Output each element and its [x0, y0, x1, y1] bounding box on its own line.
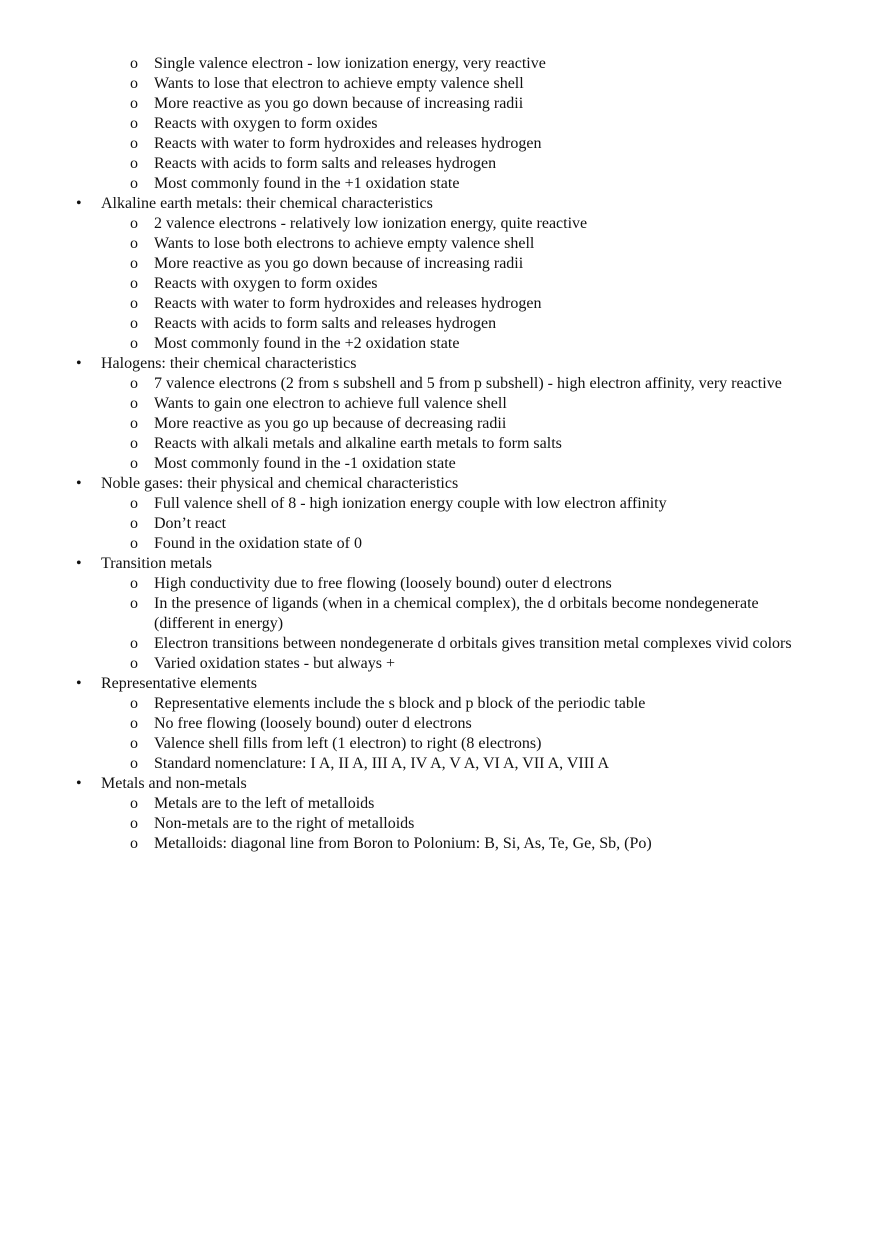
list-item-text: Reacts with water to form hydroxides and releases hydrogen: [154, 295, 542, 312]
sub-bullet: o: [130, 715, 138, 732]
sub-bullet: o: [130, 455, 138, 472]
list-item-text: Reacts with water to form hydroxides and releases hydrogen: [154, 135, 542, 152]
sub-bullet: o: [130, 55, 138, 72]
list-item-text: Representative elements include the s block and p block of the periodic table: [154, 695, 646, 712]
list-item-text: Most commonly found in the +2 oxidation state: [154, 335, 460, 352]
sub-bullet: o: [130, 135, 138, 152]
section-halogens: [0, 354, 880, 474]
list-item-text: Wants to gain one electron to achieve full valence shell: [154, 395, 507, 412]
list-item-text: Don’t react: [154, 515, 227, 532]
sub-bullet: o: [130, 835, 138, 852]
list-item: [0, 94, 880, 114]
section-sub-list: [0, 794, 880, 854]
section-bullet: •: [76, 355, 82, 372]
sub-bullet: o: [130, 255, 138, 272]
sub-bullet: o: [130, 295, 138, 312]
list-item-text: More reactive as you go down because of increasing radii: [154, 95, 524, 112]
list-item: [0, 394, 880, 414]
section-list: [0, 194, 880, 854]
section-bullet: •: [76, 675, 82, 692]
list-item-text: Non-metals are to the right of metalloids: [154, 815, 415, 832]
sub-bullet: o: [130, 595, 138, 612]
alkali-metals-sub-list: [0, 54, 880, 194]
section-metals-and-non-metals: [0, 774, 880, 854]
list-item-text: Reacts with oxygen to form oxides: [154, 275, 378, 292]
list-item-text: Reacts with acids to form salts and releases hydrogen: [154, 155, 497, 172]
sub-bullet: o: [130, 275, 138, 292]
list-item: [0, 654, 880, 674]
list-item: [0, 74, 880, 94]
section-sub-list: [0, 694, 880, 774]
list-item: [0, 334, 880, 354]
section-bullet: •: [76, 555, 82, 572]
sub-bullet: o: [130, 575, 138, 592]
sub-bullet: o: [130, 735, 138, 752]
list-item: [0, 234, 880, 254]
list-item: [0, 834, 880, 854]
section-sub-list: [0, 494, 880, 554]
sub-bullet: o: [130, 375, 138, 392]
list-item: [0, 794, 880, 814]
list-item-text: High conductivity due to free flowing (loosely bound) outer d electrons: [154, 575, 612, 592]
list-item-text: Wants to lose both electrons to achieve empty valence shell: [154, 235, 535, 252]
sub-bullet: o: [130, 495, 138, 512]
list-item: [0, 454, 880, 474]
list-item-text: Most commonly found in the -1 oxidation state: [154, 455, 456, 472]
sub-bullet: o: [130, 655, 138, 672]
list-item: [0, 214, 880, 234]
list-item: [0, 574, 880, 594]
list-item: [0, 694, 880, 714]
sub-bullet: o: [130, 75, 138, 92]
section-sub-list: [0, 574, 880, 674]
list-item-text: No free flowing (loosely bound) outer d electrons: [154, 715, 472, 732]
section-noble-gases: [0, 474, 880, 554]
sub-bullet: o: [130, 515, 138, 532]
list-item: [0, 254, 880, 274]
sub-bullet: o: [130, 155, 138, 172]
section-alkaline-earth-metals: [0, 194, 880, 354]
sub-bullet: o: [130, 415, 138, 432]
list-item-text: In the presence of ligands (when in a chemical complex), the d orbitals become nondegenerate (different in energy): [154, 595, 759, 632]
sub-bullet: o: [130, 435, 138, 452]
list-item: [0, 174, 880, 194]
list-item: [0, 814, 880, 834]
section-bullet: •: [76, 775, 82, 792]
document-page: [0, 54, 880, 854]
list-item-text: Metals are to the left of metalloids: [154, 795, 375, 812]
section-heading: [0, 194, 880, 214]
list-item: [0, 54, 880, 74]
list-item-text: Valence shell fills from left (1 electron) to right (8 electrons): [154, 735, 542, 752]
section-title: Alkaline earth metals: their chemical characteristics: [101, 195, 433, 212]
list-item: [0, 134, 880, 154]
list-item: [0, 434, 880, 454]
section-heading: [0, 774, 880, 794]
section-title: Transition metals: [101, 555, 212, 572]
list-item: [0, 374, 880, 394]
sub-bullet: o: [130, 315, 138, 332]
list-item-text: Electron transitions between nondegenerate d orbitals gives transition metal complexes vivid colors: [154, 635, 792, 652]
list-item: [0, 274, 880, 294]
sub-bullet: o: [130, 115, 138, 132]
list-item-text: Metalloids: diagonal line from Boron to Polonium: B, Si, As, Te, Ge, Sb, (Po): [154, 835, 652, 852]
list-item: [0, 294, 880, 314]
section-heading: [0, 354, 880, 374]
section-representative-elements: [0, 674, 880, 774]
sub-bullet: o: [130, 335, 138, 352]
list-item: [0, 634, 880, 654]
list-item: [0, 154, 880, 174]
sub-bullet: o: [130, 395, 138, 412]
sub-bullet: o: [130, 235, 138, 252]
list-item-text: Reacts with oxygen to form oxides: [154, 115, 378, 132]
section-title: Metals and non-metals: [101, 775, 247, 792]
list-item: [0, 754, 880, 774]
sub-bullet: o: [130, 175, 138, 192]
list-item: [0, 534, 880, 554]
list-item: [0, 414, 880, 434]
list-item: [0, 734, 880, 754]
sub-bullet: o: [130, 95, 138, 112]
list-item-text: 2 valence electrons - relatively low ionization energy, quite reactive: [154, 215, 588, 232]
section-bullet: •: [76, 475, 82, 492]
section-bullet: •: [76, 195, 82, 212]
list-item: [0, 114, 880, 134]
sub-bullet: o: [130, 755, 138, 772]
list-item-text: Standard nomenclature: I A, II A, III A, IV A, V A, VI A, VII A, VIII A: [154, 755, 610, 772]
list-item-text: More reactive as you go up because of decreasing radii: [154, 415, 507, 432]
section-title: Representative elements: [101, 675, 257, 692]
list-item-text: Single valence electron - low ionization energy, very reactive: [154, 55, 546, 72]
sub-bullet: o: [130, 795, 138, 812]
section-heading: [0, 474, 880, 494]
section-sub-list: [0, 214, 880, 354]
list-item: [0, 494, 880, 514]
list-item: [0, 314, 880, 334]
list-item-text: More reactive as you go down because of increasing radii: [154, 255, 524, 272]
list-item-text: Reacts with alkali metals and alkaline earth metals to form salts: [154, 435, 562, 452]
list-item: [0, 514, 880, 534]
section-sub-list: [0, 374, 880, 474]
list-item-text: Wants to lose that electron to achieve empty valence shell: [154, 75, 524, 92]
section-title: Noble gases: their physical and chemical characteristics: [101, 475, 459, 492]
list-item-text: Varied oxidation states - but always +: [154, 655, 395, 672]
list-item: [0, 714, 880, 734]
section-title: Halogens: their chemical characteristics: [101, 355, 357, 372]
list-item-text: Most commonly found in the +1 oxidation state: [154, 175, 460, 192]
section-heading: [0, 554, 880, 574]
section-transition-metals: [0, 554, 880, 674]
list-item-text: 7 valence electrons (2 from s subshell and 5 from p subshell) - high electron affinity, very reactive: [154, 375, 782, 392]
list-item: [0, 594, 880, 634]
list-item-text: Reacts with acids to form salts and releases hydrogen: [154, 315, 497, 332]
section-heading: [0, 674, 880, 694]
list-item-text: Full valence shell of 8 - high ionization energy couple with low electron affinity: [154, 495, 667, 512]
sub-bullet: o: [130, 535, 138, 552]
sub-bullet: o: [130, 815, 138, 832]
list-item-text: Found in the oxidation state of 0: [154, 535, 362, 552]
sub-bullet: o: [130, 695, 138, 712]
sub-bullet: o: [130, 215, 138, 232]
sub-bullet: o: [130, 635, 138, 652]
